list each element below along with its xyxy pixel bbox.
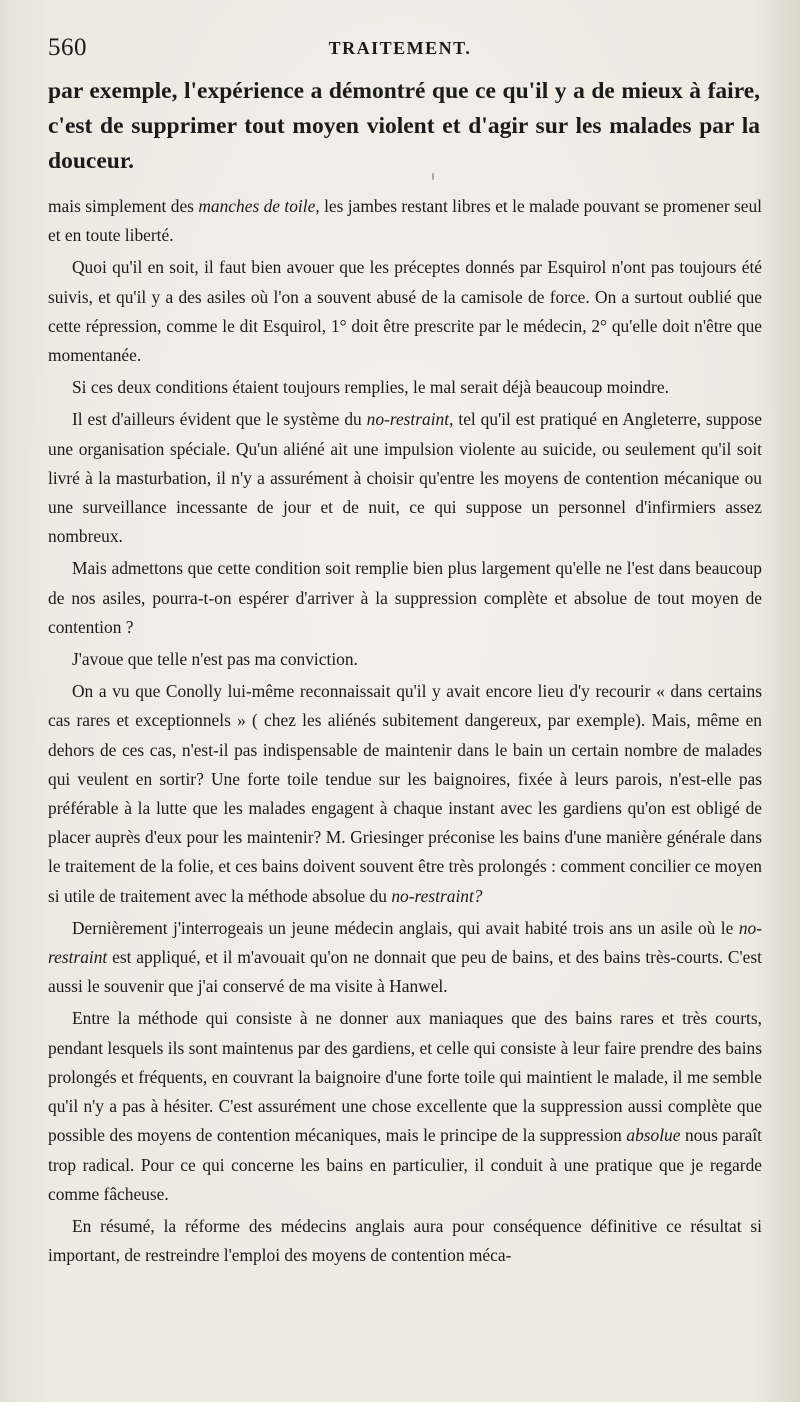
text-run: Quoi qu'il en soit, il faut bien avouer que les préceptes donnés par Esquirol n'ont pas toujours été suivis, et qu'il y a des asiles où l'on a souvent abusé de la camisole de force. On a surtout oublié que cette répression, comme le dit Esquirol, 1° doit être prescrite par le médecin, 2° qu'elle doit n'être que momentanée. [48,257,762,366]
italic-run: manches de toile [198,196,316,216]
italic-run: no-restraint? [391,885,483,906]
text-run: En résumé, la réforme des médecins anglais aura pour conséquence définitive ce résultat si important, de restreindre l'emploi des moyens de contention méca- [48,1215,762,1266]
text-run: Entre la méthode qui consiste à ne donner aux maniaques que des bains rares et très courts, pendant lesquels ils sont maintenus par des gardiens, et celle qui consiste à leur faire prendre des bains prolongés et fréquents, en couvrant la baignoire d'une forte toile qui maintient le malade, il me semble qu'il n'y a pas à hésiter. C'est assurément une chose excellente que la suppression aussi complète que possible des moyens de contention mécaniques, mais le principe de la suppression [48,1008,762,1146]
text-run: Si ces deux conditions étaient toujours remplies, le mal serait déjà beaucoup moindre. [72,377,669,398]
paragraph [48,192,762,250]
running-title: TRAITEMENT. [328,38,472,58]
page-number: 560 [48,34,87,61]
paragraph [48,677,762,911]
text-run: Mais admettons que cette condition soit remplie bien plus largement qu'elle ne l'est dans beaucoup de nos asiles, pourra-t-on espérer d'arriver à la suppression complète et absolue de tout moyen de contention ? [48,558,762,637]
paragraph [48,253,762,370]
body-text [48,192,762,1273]
text-run: mais simplement des [48,196,199,216]
paragraph [48,645,762,674]
paragraph [48,1212,762,1270]
text-run: On a vu que Conolly lui-même reconnaissait qu'il y avait encore lieu d'y recourir « dans certains cas rares et exceptionnels » ( chez les aliénés subitement dangereux, par exemple). Mais, même en dehors de ces cas, n'est-il pas indispensable de maintenir dans le bain un certain nombre de malades qui veulent en sortir? Une forte toile tendue sur les baignoires, fixée à leurs parois, n'est-elle pas préférable à la lutte que les malades engagent à chaque instant avec les gardiens qu'on est obligé de placer auprès d'eux pour les maintenir? M. Griesinger préconise les bains d'une manière générale dans le traitement de la folie, et ces bains doivent souvent être très prolongés : comment concilier ce moyen si utile de traitement avec la méthode absolue du [48,681,762,906]
text-run: Dernièrement j'interrogeais un jeune médecin anglais, qui avait habité trois ans un asile où le [72,917,739,938]
text-run: J'avoue que telle n'est pas ma conviction. [72,649,358,670]
text-run: , les jambes restant libres et le malade pouvant se promener seul et en toute liberté. [48,196,763,246]
paragraph [48,1004,762,1208]
text-run: , tel qu'il est pratiqué en Angleterre, suppose une organisation spéciale. Qu'un aliéné ait une impulsion violente au suicide, ou seulement qu'il soit livré à la masturbation, il n'y a assurément à choisir qu'entre les moyens de contention mécanique ou une surveillance incessante de jour et de nuit, ce qui suppose un personnel d'infirmiers assez nombreux. [48,409,762,547]
text-run: Il est d'ailleurs évident que le système du [72,409,367,430]
paragraph [48,405,762,551]
text-run: est appliqué, et il m'avouait qu'on ne donnait que peu de bains, et des bains très-courts. C'est aussi le souvenir que j'ai conservé de ma visite à Hanwel. [48,947,762,997]
paragraph [48,373,762,402]
paragraph [48,914,762,1002]
italic-run: no-restraint [48,917,762,968]
italic-run: no-restraint [366,409,450,430]
paragraph [48,554,762,642]
bold-quote-paragraph: par exemple, l'expérience a démontré que ce qu'il y a de mieux à faire, c'est de supprimer tout moyen violent et d'agir sur les malades par la douceur. [48,78,760,174]
text-run: nous paraît trop radical. Pour ce qui concerne les bains en particulier, il conduit à une pratique que je regarde comme fâcheuse. [48,1125,762,1204]
italic-run: absolue [626,1125,681,1146]
ink-mark [432,173,434,180]
